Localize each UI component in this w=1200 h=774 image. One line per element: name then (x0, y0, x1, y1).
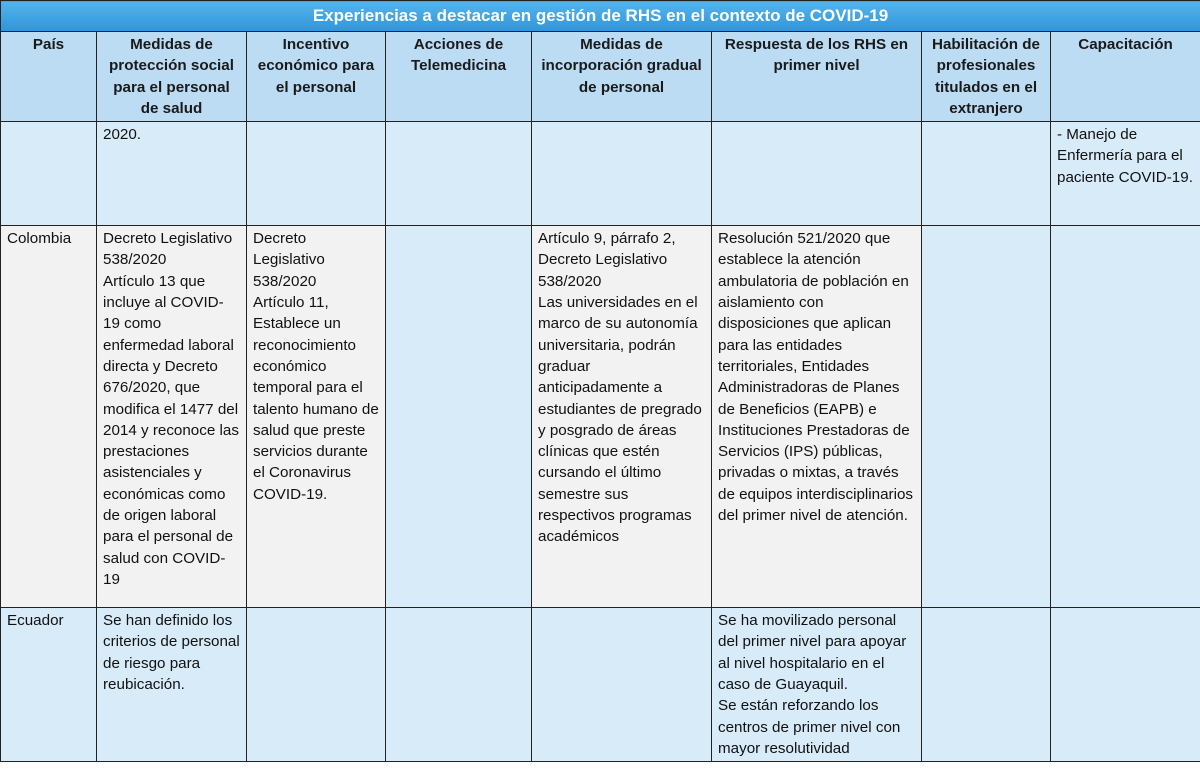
table-cell (532, 122, 712, 226)
table-row (1, 226, 1200, 608)
table-cell (1051, 226, 1200, 608)
table-cell: Colombia (1, 226, 97, 608)
header-proteccion-social: Medidas de protección social para el personal de salud (97, 32, 247, 122)
table-cell: - Manejo de Enfermería para el paciente COVID-19. (1051, 122, 1200, 226)
table-cell: Artículo 9, párrafo 2, Decreto Legislativo 538/2020 Las universidades en el marco de su autonomía universitaria, podrán graduar anticipadamente a estudiantes de pregrado y posgrado de áreas clínicas que estén cursando el último semestre sus respectivos programas académicos (532, 226, 712, 608)
table-cell: Ecuador (1, 608, 97, 762)
table-cell (386, 122, 532, 226)
header-incentivo-economico: Incentivo económico para el personal (247, 32, 386, 122)
table-cell (247, 608, 386, 762)
table-cell (712, 122, 922, 226)
header-telemedicina: Acciones de Telemedicina (386, 32, 532, 122)
table-cell (247, 122, 386, 226)
header-pais: País (1, 32, 97, 122)
table-cell (386, 226, 532, 608)
table-cell: Se ha movilizado personal del primer nivel para apoyar al nivel hospitalario en el caso de Guayaquil. Se están reforzando los centros de primer nivel con mayor resolutividad (712, 608, 922, 762)
header-respuesta-primer-nivel: Respuesta de los RHS en primer nivel (712, 32, 922, 122)
table-cell (1051, 608, 1200, 762)
table-cell (922, 226, 1051, 608)
table-cell: 2020. (97, 122, 247, 226)
table-row (1, 122, 1200, 226)
table-cell (1, 122, 97, 226)
header-habilitacion-extranjero: Habilitación de profesionales titulados en el extranjero (922, 32, 1051, 122)
table-cell: Decreto Legislativo 538/2020 Artículo 13 que incluye al COVID-19 como enfermedad laboral directa y Decreto 676/2020, que modifica el 1477 del 2014 y reconoce las prestaciones asistenciales y económicas como de origen laboral para el personal de salud con COVID-19 (97, 226, 247, 608)
table-cell (922, 122, 1051, 226)
table-cell: Se han definido los criterios de personal de riesgo para reubicación. (97, 608, 247, 762)
table-cell (532, 608, 712, 762)
header-incorporacion-gradual: Medidas de incorporación gradual de personal (532, 32, 712, 122)
table-row (1, 608, 1200, 762)
header-capacitacion: Capacitación (1051, 32, 1200, 122)
table-title: Experiencias a destacar en gestión de RHS en el contexto de COVID-19 (1, 1, 1200, 32)
table-cell: Resolución 521/2020 que establece la atención ambulatoria de población en aislamiento con disposiciones que aplican para las entidades territoriales, Entidades Administradoras de Planes de Beneficios (EAPB) e Instituciones Prestadoras de Servicios (IPS) públicas, privadas o mixtas, a través de equipos interdisciplinarios del primer nivel de atención. (712, 226, 922, 608)
table-cell (386, 608, 532, 762)
table-cell: Decreto Legislativo 538/2020 Artículo 11, Establece un reconocimiento económico temporal para el talento humano de salud que preste servicios durante el Coronavirus COVID-19. (247, 226, 386, 608)
table-cell (922, 608, 1051, 762)
